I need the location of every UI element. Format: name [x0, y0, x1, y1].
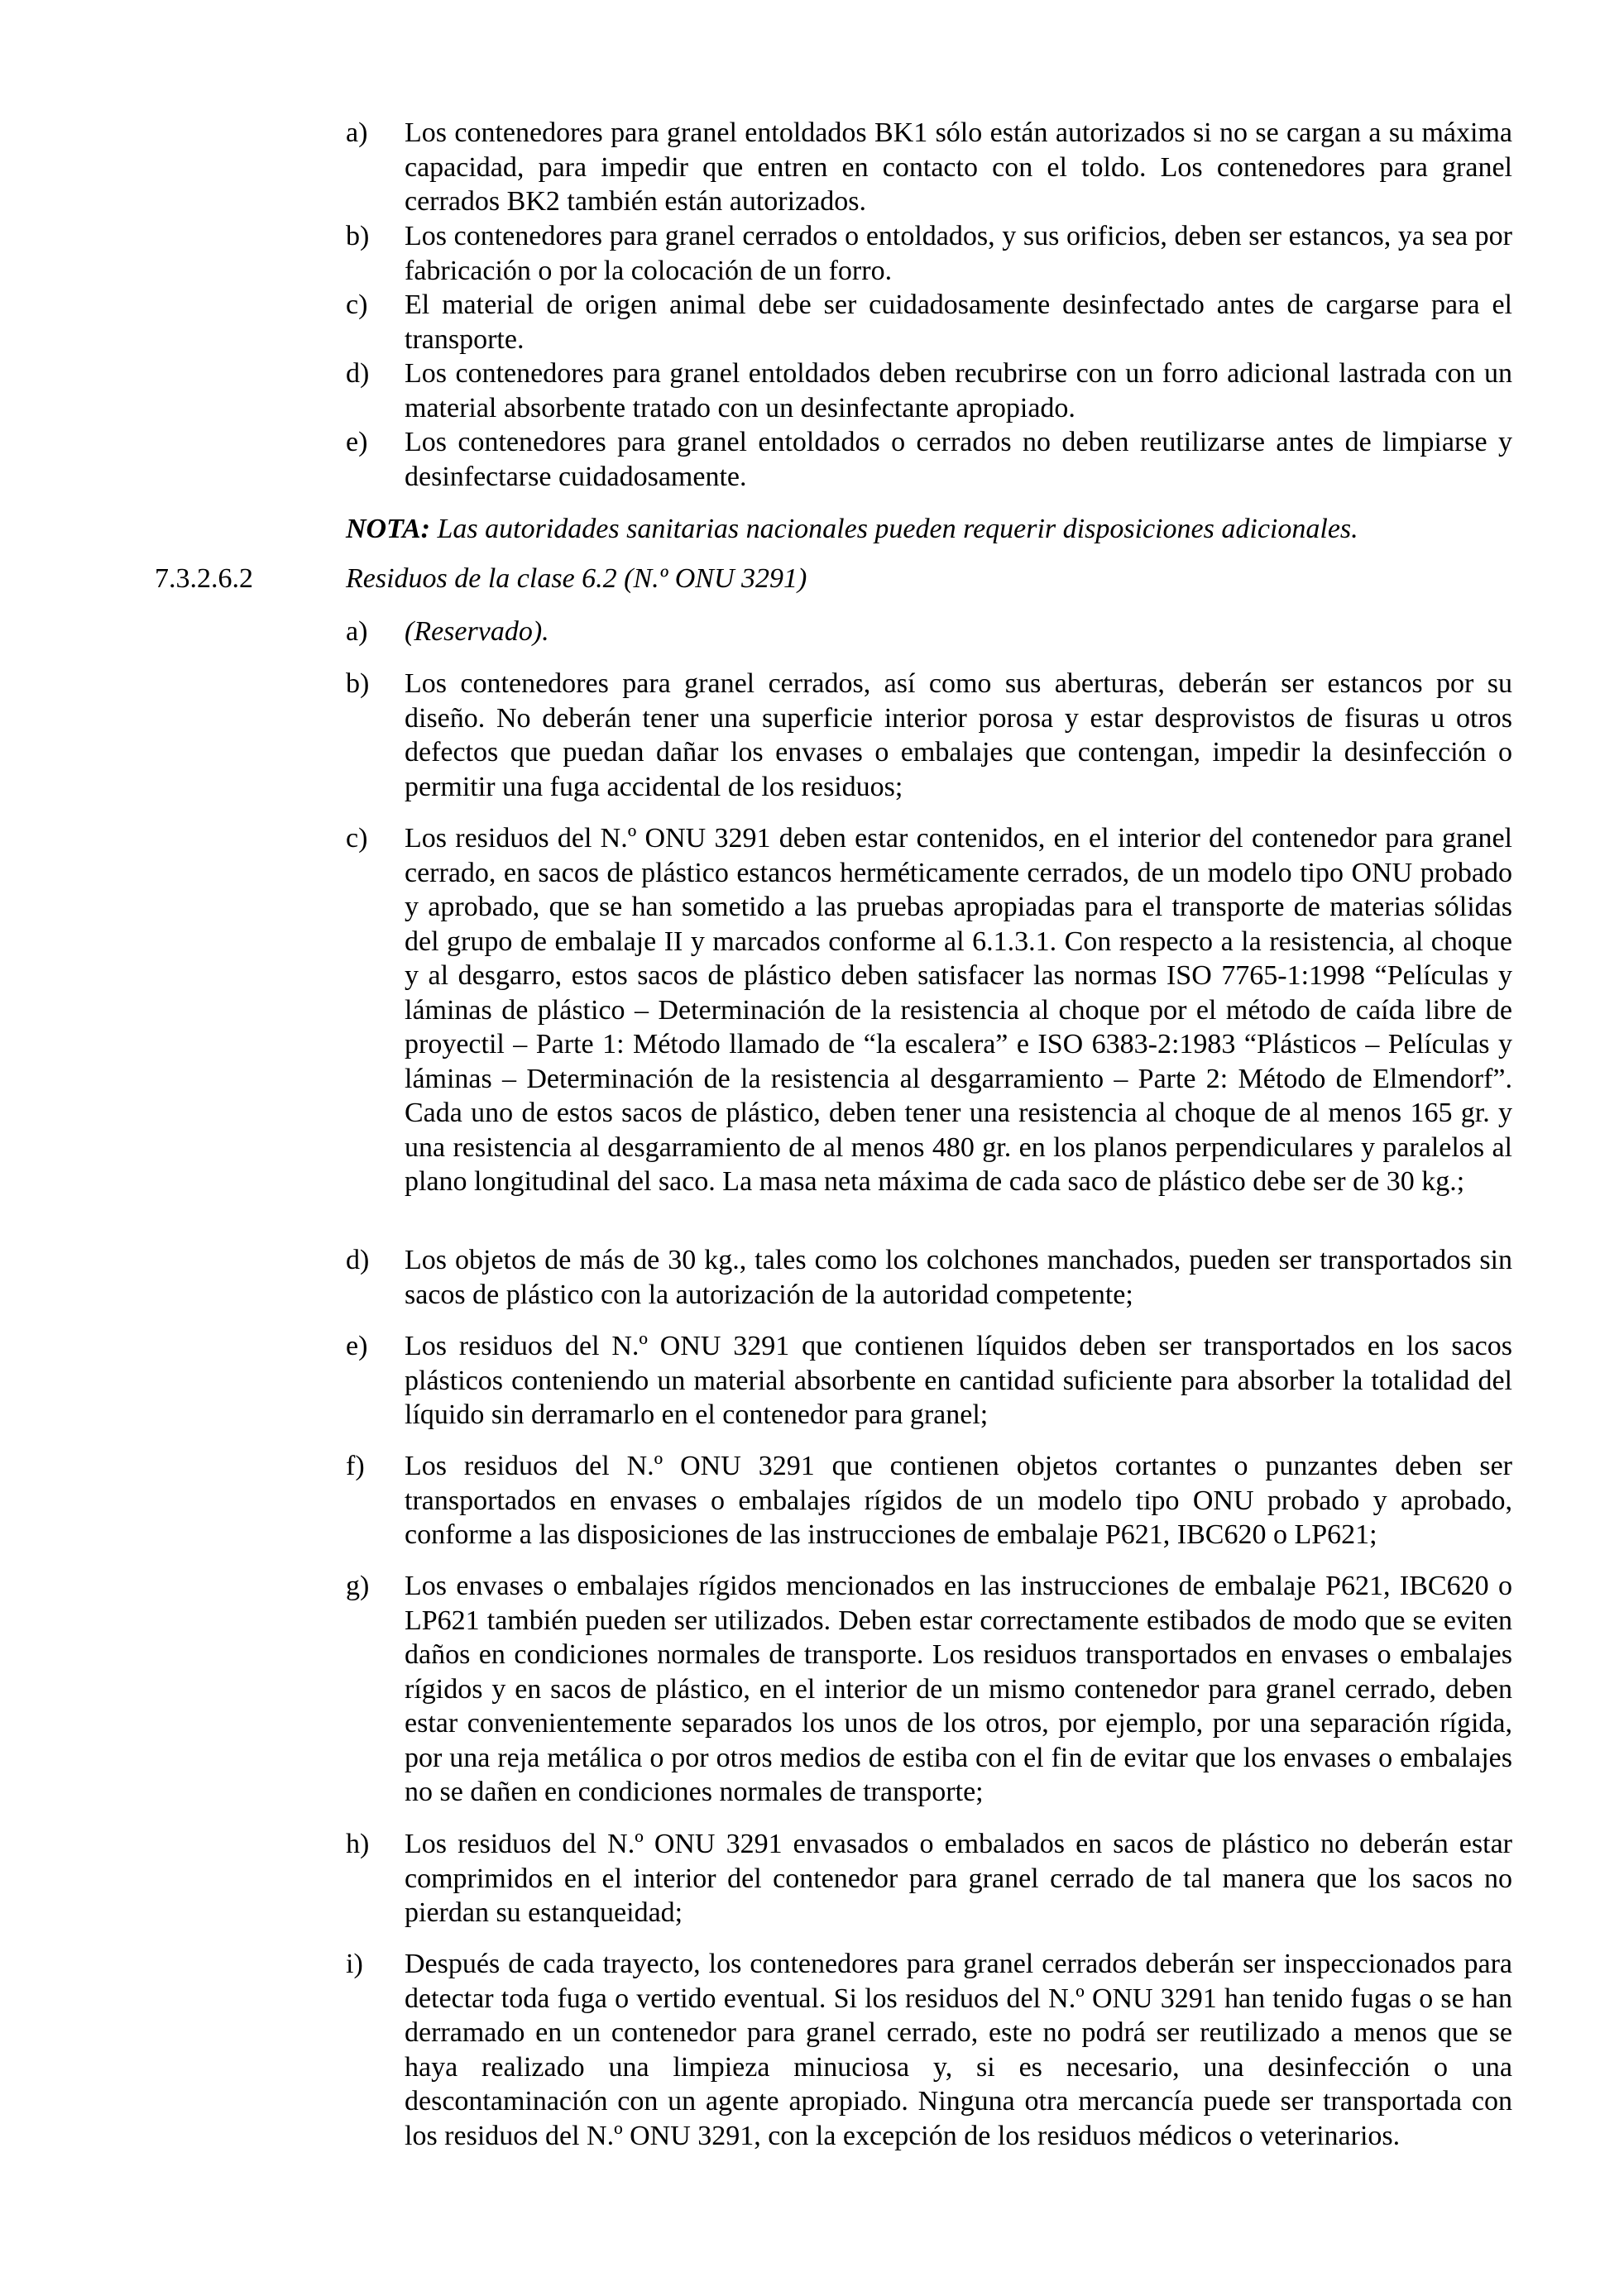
- list-marker: g): [346, 1571, 370, 1601]
- list-text: Los contenedores para granel cerrados, así como sus aberturas, deberán ser estancos por su diseño. No deberán tener una superficie interior porosa y estar desprovistos de fisuras u otros defectos que puedan dañar los envases o embalajes que contengan, impedir la desinfección o permitir una fuga accidental de los residuos;: [405, 668, 1512, 802]
- list-text: Los contenedores para granel cerrados o entoldados, y sus orificios, deben ser estancos, ya sea por fabricación o por la colocación de un forro.: [405, 221, 1512, 286]
- list-marker: d): [346, 1245, 370, 1275]
- list-text: Los objetos de más de 30 kg., tales como los colchones manchados, pueden ser transportados sin sacos de plástico con la autorización de la autoridad competente;: [405, 1245, 1512, 1310]
- list-marker: e): [346, 427, 368, 457]
- list-text: El material de origen animal debe ser cuidadosamente desinfectado antes de cargarse para el transporte.: [405, 289, 1512, 355]
- list-text: Los residuos del N.º ONU 3291 deben estar contenidos, en el interior del contenedor para granel cerrado, en sacos de plástico estancos herméticamente cerrados, de un modelo tipo ONU probado y aprobado, que se han sometido a las pruebas apropiadas para el transporte de materias sólidas del grupo de embalaje II y marcados conforme al 6.1.3.1. Con respecto a la resistencia, al choque y al desgarro, estos sacos de plástico deben satisfacer las normas ISO 7765-1:1998 “Películas y láminas de plástico – Determinación de la resistencia al choque por el método de caída libre de proyectil – Parte 1: Método llamado de “la escalera” e ISO 6383-2:1983 “Plásticos – Películas y láminas – Determinación de la resistencia al desgarramiento – Parte 2: Método de Elmendorf”. Cada uno de estos sacos de plástico, deben tener una resistencia al choque de al menos 165 gr. y una resistencia al desgarramiento de al menos 480 gr. en los planos perpendiculares y paralelos al plano longitudinal del saco. La masa neta máxima de cada saco de plástico debe ser de 30 kg.;: [405, 823, 1512, 1197]
- list-text: Los contenedores para granel entoldados BK1 sólo están autorizados si no se cargan a su máxima capacidad, para impedir que entren en contacto con el toldo. Los contenedores para granel cerrados BK2 también están autorizados.: [405, 117, 1512, 217]
- list-marker: c): [346, 823, 368, 854]
- list-text: Los residuos del N.º ONU 3291 que contienen objetos cortantes o punzantes deben ser transportados en envases o embalajes rígidos de un modelo tipo ONU probado y aprobado, conforme a las disposiciones de las instrucciones de embalaje P621, IBC620 o LP621;: [405, 1451, 1512, 1550]
- list-marker: a): [346, 117, 368, 148]
- list-marker: c): [346, 289, 368, 320]
- list-text: Los contenedores para granel entoldados o cerrados no deben reutilizarse antes de limpiarse y desinfectarse cuidadosamente.: [405, 427, 1512, 492]
- list-marker: e): [346, 1331, 368, 1361]
- list-text: Después de cada trayecto, los contenedores para granel cerrados deberán ser inspeccionados para detectar toda fuga o vertido eventual. Si los residuos del N.º ONU 3291 han tenido fugas o se han derramado en un contenedor para granel cerrado, este no podrá ser reutilizado a menos que se haya realizado una limpieza minuciosa y, si es necesario, una desinfección o una descontaminación con un agente apropiado. Ninguna otra mercancía puede ser transportada con los residuos del N.º ONU 3291, con la excepción de los residuos médicos o veterinarios.: [405, 1949, 1512, 2151]
- list-text: Los residuos del N.º ONU 3291 que contienen líquidos deben ser transportados en los sacos plásticos conteniendo un material absorbente en cantidad suficiente para absorber la totalidad del líquido sin derramarlo en el contenedor para granel;: [405, 1331, 1512, 1430]
- section-title: Residuos de la clase 6.2 (N.º ONU 3291): [346, 563, 807, 594]
- list-marker: h): [346, 1829, 370, 1859]
- list-marker: b): [346, 221, 370, 251]
- list-text: Los residuos del N.º ONU 3291 envasados o embalados en sacos de plástico no deberán estar comprimidos en el interior del contenedor para granel cerrado de tal manera que los sacos no pierdan su estanqueidad;: [405, 1829, 1512, 1928]
- list-text: Los envases o embalajes rígidos mencionados en las instrucciones de embalaje P621, IBC620 o LP621 también pueden ser utilizados. Deben estar correctamente estibados de modo que se eviten daños en condiciones normales de transporte. Los residuos transportados en envases o embalajes rígidos y en sacos de plástico, en el interior de un mismo contenedor para granel cerrado, deben estar convenientemente separados los unos de los otros, por ejemplo, por una separación rígida, por una reja metálica o por otros medios de estiba con el fin de evitar que los envases o embalajes no se dañen en condiciones normales de transporte;: [405, 1571, 1512, 1807]
- list-marker: b): [346, 668, 370, 699]
- list-marker: f): [346, 1451, 365, 1481]
- list-text: Los contenedores para granel entoldados deben recubrirse con un forro adicional lastrada con un material absorbente tratado con un desinfectante apropiado.: [405, 358, 1512, 423]
- section-number: 7.3.2.6.2: [155, 563, 253, 594]
- note-text: Las autoridades sanitarias nacionales pueden requerir disposiciones adicionales.: [430, 514, 1358, 544]
- note-label: NOTA:: [346, 514, 430, 544]
- list-marker: i): [346, 1949, 363, 1979]
- note: [346, 512, 1512, 547]
- list-text: (Reservado).: [405, 616, 549, 647]
- list-marker: a): [346, 616, 368, 647]
- list-marker: d): [346, 358, 370, 389]
